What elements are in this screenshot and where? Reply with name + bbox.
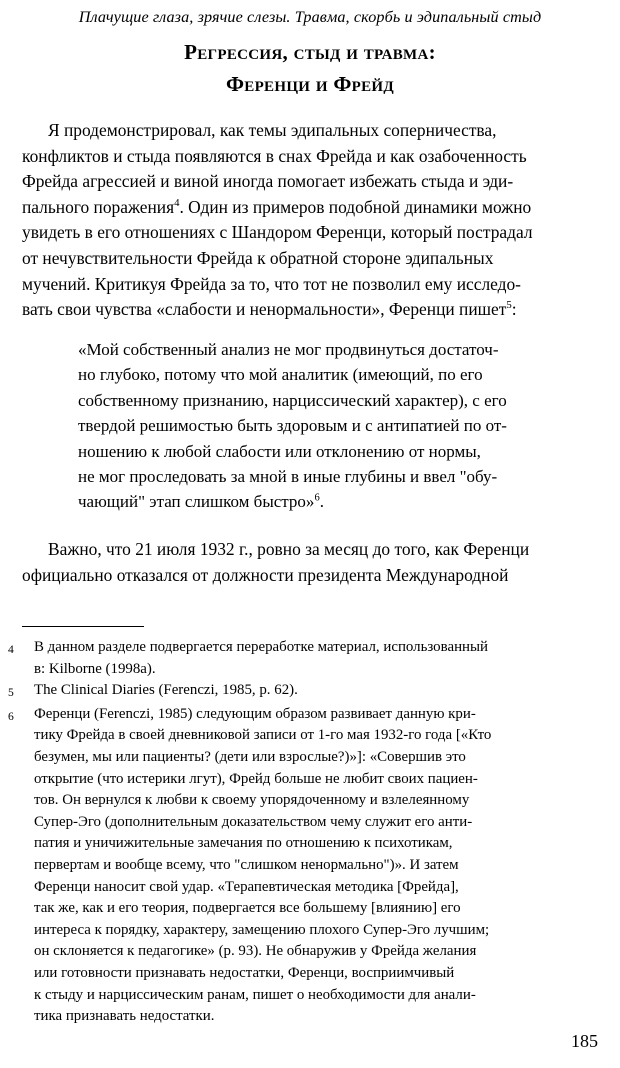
footnotes-section bbox=[6, 637, 600, 1028]
paragraph-2 bbox=[22, 537, 600, 588]
paragraph-1-line-3: Фрейда агрессией и виной иногда помогает избежать стыда и эди- bbox=[22, 171, 514, 192]
paragraph-1-line-8 bbox=[22, 297, 600, 323]
blockquote-line-6: не мог проследовать за мной в иные глубины и ввел "обу- bbox=[78, 467, 498, 487]
paragraph-1-line-4-text-a: пального поражения bbox=[22, 196, 175, 217]
paragraph-1-line-4 bbox=[22, 195, 600, 221]
footnote-5-body bbox=[34, 680, 600, 702]
footnote-6-line-14: к стыду и нарциссическим ранам, пишет о необходимости для анали- bbox=[34, 986, 476, 1003]
blockquote-line-1: «Мой собственный анализ не мог продвинуться достаточ- bbox=[78, 340, 499, 359]
footnote-ref-6[interactable]: 6 bbox=[314, 492, 320, 504]
paragraph-1-line-2: конфликтов и стыда появляются в снах Фрейда и как озабоченность bbox=[22, 145, 527, 166]
footnote-5-number: 5 bbox=[8, 686, 14, 700]
footnote-6-line-15: тика признавать недостатки. bbox=[34, 1008, 215, 1025]
footnote-5-line-1: The Clinical Diaries (Ferenczi, 1985, p. 62). bbox=[34, 682, 298, 699]
footnote-6-line-7: патия и уничижительные замечания по отношению к психотикам, bbox=[34, 835, 453, 852]
blockquote-line-2: но глубоко, потому что мой аналитик (имеющий, по его bbox=[78, 365, 483, 385]
footnote-4-line-2: в: Kilborne (1998a). bbox=[34, 660, 156, 677]
footnote-4 bbox=[6, 637, 600, 680]
paragraph-1-line-7: мучений. Критикуя Фрейда за то, что тот не позволил ему исследо- bbox=[22, 273, 521, 294]
paragraph-1-line-8-text-a: вать свои чувства «слабости и ненормальности», Ференци пишет bbox=[22, 299, 507, 320]
footnote-6-line-3: безумен, мы или пациенты? (дети или взрослые?)»]: «Совершив это bbox=[34, 748, 466, 765]
footnote-6-line-12: он склоняется к педагогике» (p. 93). Не обнаружив у Фрейда желания bbox=[34, 943, 477, 960]
footnote-6-line-6: Супер-Эго (дополнительным доказательством чему служит его анти- bbox=[34, 813, 473, 830]
paragraph-1-line-8-text-b: : bbox=[511, 299, 517, 320]
page-number: 185 bbox=[571, 1031, 598, 1051]
footnote-4-line-1: В данном разделе подвергается переработке материал, использованный bbox=[34, 639, 488, 655]
footnote-6-line-11: интереса к порядку, характеру, замещению плохого Супер-Эго лучшим; bbox=[34, 921, 490, 938]
paragraph-1 bbox=[22, 118, 600, 323]
footnote-6-line-5: тов. Он вернулся к любви к своему упорядоченному и взлелеянному bbox=[34, 792, 470, 809]
blockquote-line-4: твердой решимостью быть здоровым и с антипатией по от- bbox=[78, 416, 507, 436]
footnote-6 bbox=[6, 704, 600, 1028]
paragraph-1-line-6: от нечувствительности Фрейда к обратной стороне эдипальных bbox=[22, 247, 494, 268]
paragraph-1-line-5: увидеть в его отношениях с Шандором Ференци, который пострадал bbox=[22, 222, 533, 243]
paragraph-2-line-2: официально отказался от должности президента Международной bbox=[22, 564, 509, 585]
footnote-separator-rule bbox=[22, 626, 144, 627]
chapter-title-line-2: Ференци и Фрейд bbox=[225, 72, 395, 96]
footnote-6-line-4: открытие (что истерики лгут), Фрейд больше не любит своих пациен- bbox=[34, 770, 478, 787]
footnote-6-line-8: первертам и вообще всему, что "слишком ненормально")». И затем bbox=[34, 856, 459, 873]
blockquote-line-7-text-b: . bbox=[319, 492, 324, 512]
footnote-6-line-10: так же, как и его теория, подвергается все большему [влиянию] его bbox=[34, 900, 461, 917]
paragraph-1-line-4-text-b: . Один из примеров подобной динамики можно bbox=[179, 196, 532, 217]
paragraph-2-line-1 bbox=[22, 537, 600, 563]
footnote-ref-4[interactable]: 4 bbox=[174, 196, 180, 209]
footnote-6-line-13: или готовности признавать недостатки, Ференци, восприимчивый bbox=[34, 964, 455, 981]
paragraph-2-line-1-text: Важно, что 21 июля 1932 г., ровно за месяц до того, как Ференци bbox=[48, 539, 530, 559]
blockquote-line-5: ношению к любой слабости или отклонению от нормы, bbox=[78, 441, 481, 461]
paragraph-1-line-1-text: Я продемонстрировал, как темы эдипальных соперничества, bbox=[48, 120, 497, 140]
footnote-6-line-2: тику Фрейда в своей дневниковой записи от 1-го мая 1932-го года [«Кто bbox=[34, 727, 492, 744]
footnote-6-line-9: Ференци наносит свой удар. «Терапевтическая методика [Фрейда], bbox=[34, 878, 459, 895]
footnote-6-line-1: Ференци (Ferenczi, 1985) следующим образом развивает данную кри- bbox=[34, 705, 476, 722]
footnote-6-number: 6 bbox=[8, 709, 14, 723]
chapter-title-line-1: Регрессия, стыд и травма: bbox=[184, 40, 436, 64]
running-head: Плачущие глаза, зрячие слезы. Травма, скорбь и эдипальный стыд bbox=[78, 8, 542, 26]
blockquote-line-3: собственному признанию, нарциссический характер), с его bbox=[78, 390, 507, 410]
footnote-ref-5[interactable]: 5 bbox=[506, 299, 512, 312]
chapter-title bbox=[0, 36, 620, 100]
blockquote-line-7 bbox=[78, 489, 600, 514]
blockquote-line-7-text-a: чающий" этап слишком быстро» bbox=[78, 492, 315, 512]
footnote-4-body bbox=[34, 637, 600, 680]
paragraph-1-line-1 bbox=[22, 118, 600, 144]
blockquote bbox=[78, 337, 600, 515]
footnote-5 bbox=[6, 680, 600, 704]
footnote-4-number: 4 bbox=[8, 643, 14, 656]
body-content bbox=[22, 118, 600, 323]
footnote-6-body bbox=[34, 704, 600, 1028]
